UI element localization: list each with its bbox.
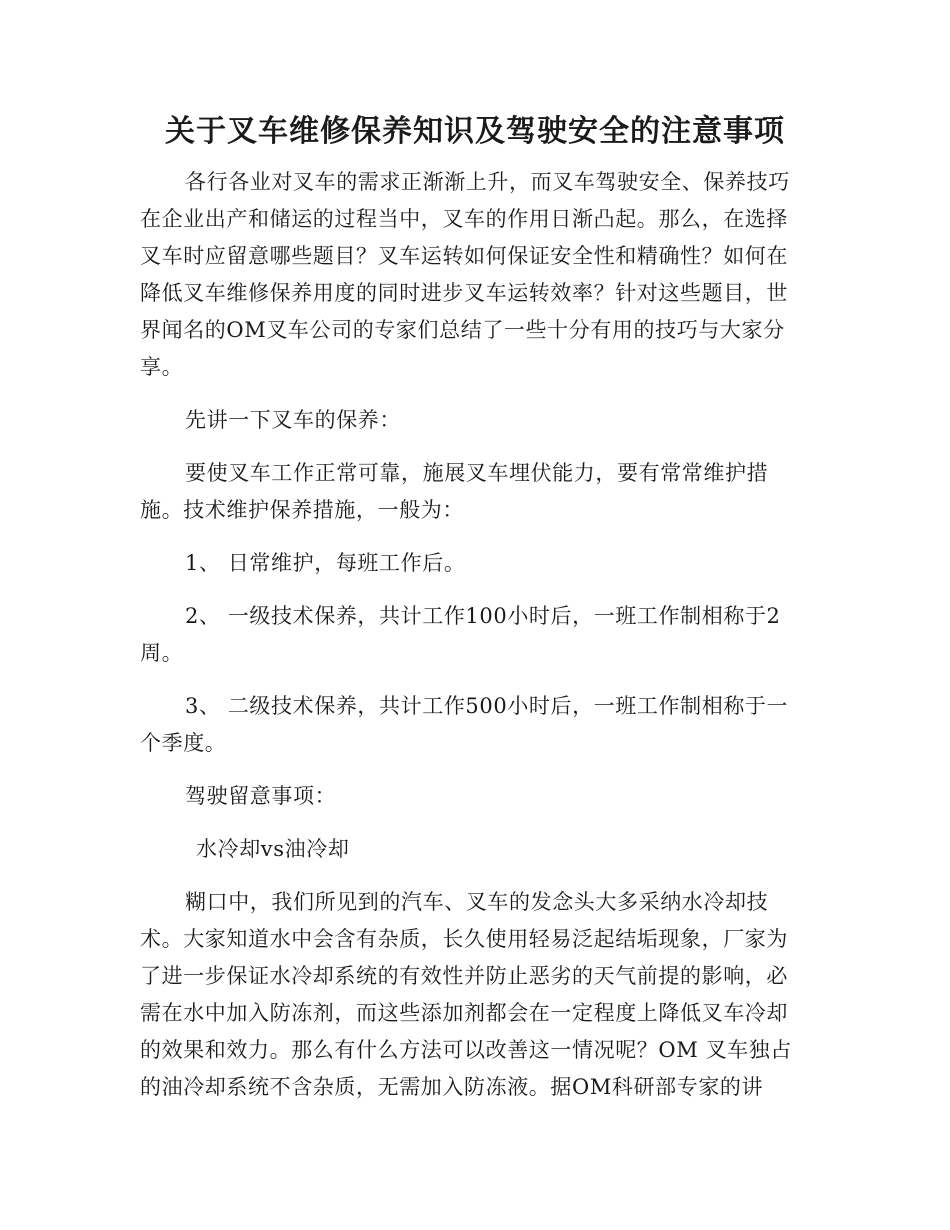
paragraph-driving-notes-heading: 驾驶留意事项： bbox=[185, 784, 337, 808]
list-item-daily-maintenance: 1、 日常维护，每班工作后。 bbox=[185, 551, 466, 575]
paragraph-cooling-details: 糊口中，我们所见到的汽车、叉车的发念头大多采纳水冷却技术。大家知道水中会含有杂质，长久使用轻易泛起结垢现象，厂家为了进一步保证水冷却系统的有效性并防止恶劣的天气前提的影响，必需在水中加入防冻剂，而这些添加剂都会在一定程度上降低叉车冷却的效果和效力。那么有什么方法可以改善这一情况呢？OM 叉车独占的油冷却系统不含杂质，无需加入防冻液。据OM科研部专家的讲 bbox=[140, 890, 792, 1099]
paragraph-maintenance-measures: 要使叉车工作正常可靠，施展叉车埋伏能力，要有常常维护措施。技术维护保养措施，一般为： bbox=[140, 461, 769, 522]
document-body bbox=[140, 164, 805, 1106]
subheading-water-vs-oil-cooling: 水冷却vs油冷却 bbox=[196, 837, 350, 861]
document-title: 关于叉车维修保养知识及驾驶安全的注意事项 bbox=[165, 114, 785, 149]
paragraph-maintenance-heading: 先讲一下叉车的保养： bbox=[185, 408, 401, 432]
list-item-first-level-maintenance: 2、 一级技术保养，共计工作100小时后，一班工作制相称于2周。 bbox=[140, 604, 781, 665]
list-item-second-level-maintenance: 3、 二级技术保养，共计工作500小时后，一班工作制相称于一个季度。 bbox=[140, 694, 789, 755]
paragraph-intro: 各行各业对叉车的需求正渐渐上升，而叉车驾驶安全、保养技巧在企业出产和储运的过程当中，叉车的作用日渐凸起。那么，在选择叉车时应留意哪些题目？叉车运转如何保证安全性和精确性？如何在降低叉车维修保养用度的同时进步叉车运转效率？针对这些题目，世界闻名的OM叉车公司的专家们总结了一些十分有用的技巧与大家分享。 bbox=[140, 170, 790, 379]
